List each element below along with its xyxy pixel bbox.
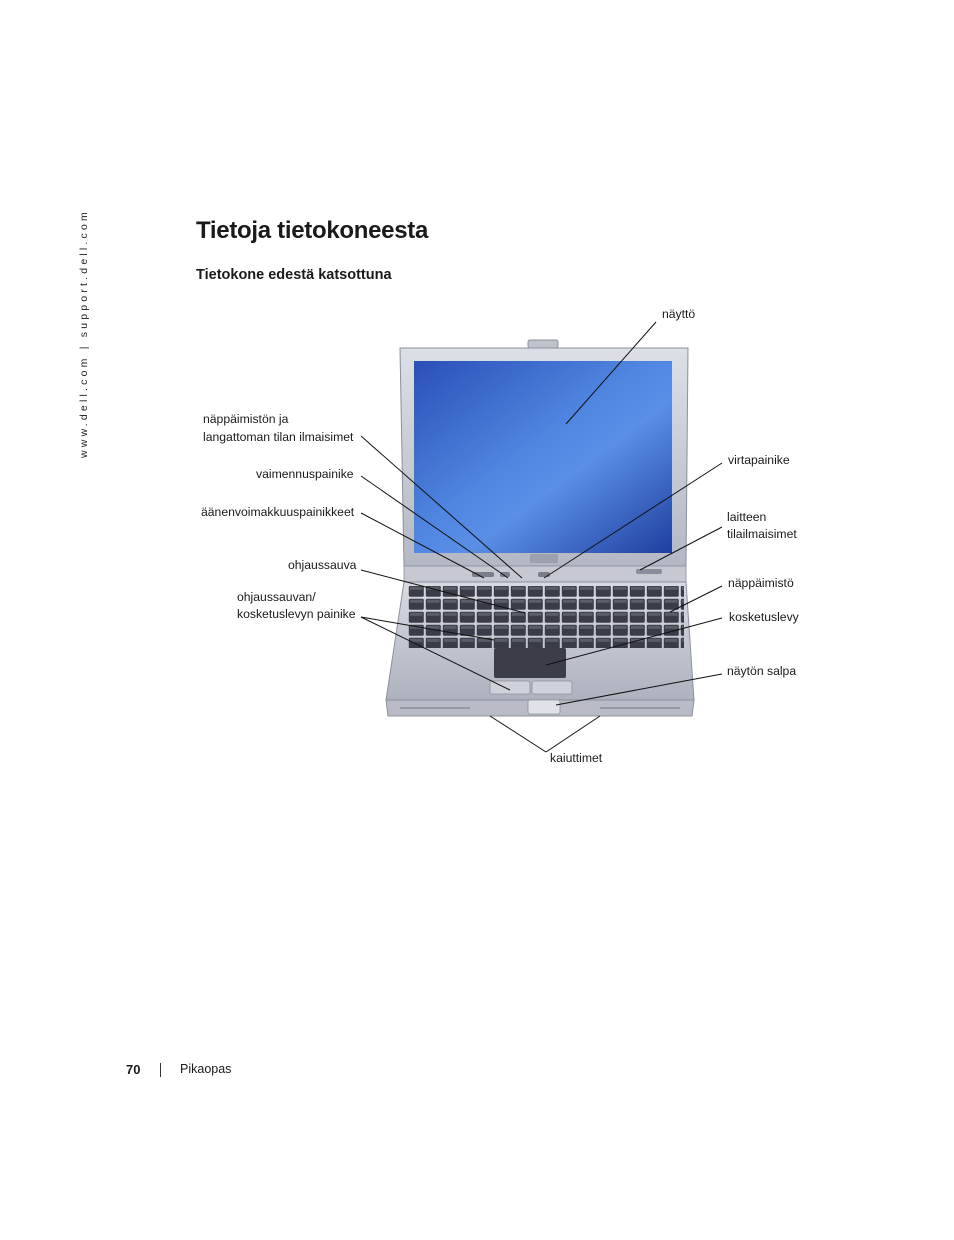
label-latch: näytön salpa [727, 664, 797, 678]
lid-hinge-latch-top [528, 340, 558, 348]
footer-title: Pikaopas [180, 1062, 232, 1076]
label-trackstick: ohjaussauva [288, 558, 357, 572]
page-number: 70 [126, 1062, 141, 1077]
leader-speakers-a [490, 716, 546, 752]
footer-divider [160, 1063, 161, 1077]
display-latch-shape [528, 700, 560, 714]
label-display: näyttö [662, 307, 696, 321]
label-status-line2: tilailmaisimet [727, 527, 797, 541]
page-title: Tietoja tietokoneesta [196, 217, 428, 244]
label-speakers: kaiuttimet [550, 751, 603, 765]
dell-logo [530, 554, 558, 563]
volume-buttons [472, 572, 494, 577]
section-title: Tietokone edestä katsottuna [196, 267, 392, 283]
label-status-line1: laitteen [727, 510, 767, 524]
label-trackstick-buttons-line1: ohjaussauvan/ [237, 590, 316, 604]
label-power: virtapainike [728, 453, 790, 467]
label-volume: äänenvoimakkuuspainikkeet [201, 505, 355, 519]
touchpad-button-right [532, 681, 572, 694]
laptop-screen [414, 361, 672, 553]
label-keyboard: näppäimistö [728, 576, 794, 590]
sidebar-url: www.dell.com | support.dell.com [78, 209, 90, 458]
power-button-shape [538, 572, 550, 577]
leader-speakers-b [546, 716, 600, 752]
label-trackstick-buttons-line2: kosketuslevyn painike [237, 607, 356, 621]
label-touchpad: kosketuslevy [729, 610, 799, 624]
label-indicators-line2: langattoman tilan ilmaisimet [203, 430, 354, 444]
label-indicators-line1: näppäimistön ja [203, 412, 289, 426]
label-mute: vaimennuspainike [256, 467, 354, 481]
